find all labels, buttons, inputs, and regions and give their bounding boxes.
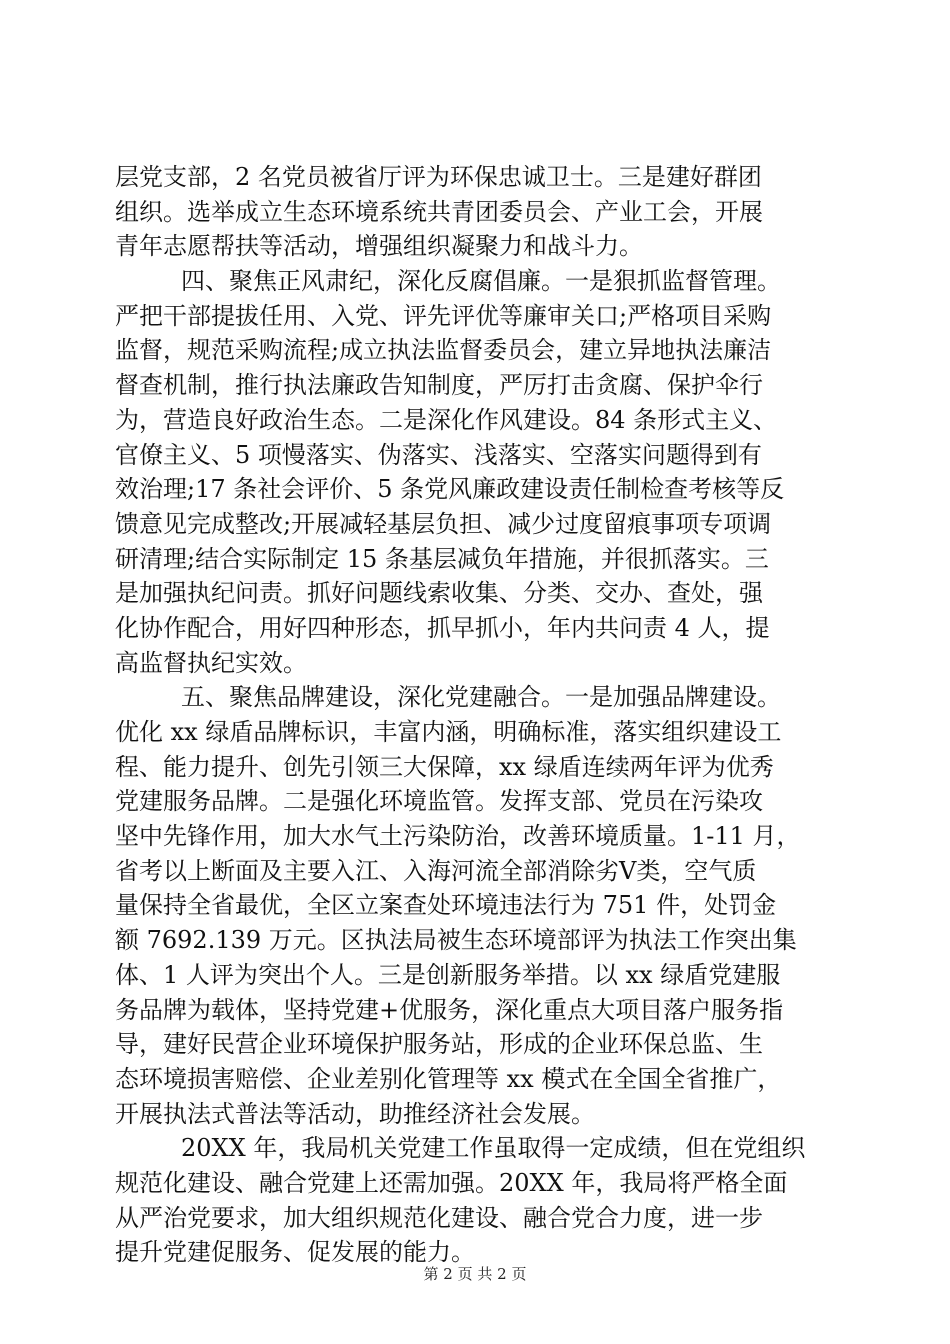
text-line: 程、能力提升、创先引领三大保障，xx 绿盾连续两年评为优秀 xyxy=(115,752,774,781)
text-line: 从严治党要求，加大组织规范化建设、融合党合力度，进一步 xyxy=(115,1203,763,1232)
text-line: 效治理;17 条社会评价、5 条党风廉政建设责任制检查考核等反 xyxy=(115,475,785,504)
text-line: 开展执法式普法等活动，助推经济社会发展。 xyxy=(115,1099,595,1128)
text-line: 研清理;结合实际制定 15 条基层减负年措施，并很抓落实。三 xyxy=(115,544,769,573)
text-line: 额 7692.139 万元。区执法局被生态环境部评为执法工作突出集 xyxy=(115,926,797,955)
text-line: 态环境损害赔偿、企业差别化管理等 xx 模式在全国全省推广， xyxy=(115,1064,782,1093)
text-line: 是加强执纪问责。抓好问题线索收集、分类、交办、查处，强 xyxy=(115,579,763,608)
text-line: 馈意见完成整改;开展减轻基层负担、减少过度留痕事项专项调 xyxy=(115,509,772,538)
text-line: 严把干部提拔任用、入党、评先评优等廉审关口;严格项目采购 xyxy=(115,301,772,330)
text-line: 党建服务品牌。二是强化环境监管。发挥支部、党员在污染攻 xyxy=(115,787,763,816)
text-line: 量保持全省最优，全区立案查处环境违法行为 751 件，处罚金 xyxy=(115,891,777,920)
text-line: 官僚主义、5 项慢落实、伪落实、浅落实、空落实问题得到有 xyxy=(115,440,762,469)
text-line: 青年志愿帮扶等活动，增强组织凝聚力和战斗力。 xyxy=(115,232,643,261)
text-line: 组织。选举成立生态环境系统共青团委员会、产业工会，开展 xyxy=(115,197,763,226)
text-line: 化协作配合，用好四种形态，抓早抓小，年内共问责 4 人，提 xyxy=(115,613,770,642)
text-line: 提升党建促服务、促发展的能力。 xyxy=(115,1238,475,1267)
text-line: 导，建好民营企业环境保护服务站，形成的企业环保总监、生 xyxy=(115,1030,763,1059)
paragraph-first-line: 四、聚焦正风肃纪，深化反腐倡廉。一是狠抓监督管理。 xyxy=(181,267,781,296)
text-line: 高监督执纪实效。 xyxy=(115,648,307,677)
text-line: 务品牌为载体，坚持党建+优服务，深化重点大项目落户服务指 xyxy=(115,995,784,1024)
text-line: 为，营造良好政治生态。二是深化作风建设。84 条形式主义、 xyxy=(115,405,778,434)
text-line: 坚中先锋作用，加大水气土污染防治，改善环境质量。1-11 月， xyxy=(115,822,801,851)
text-line: 优化 xx 绿盾品牌标识，丰富内涵，明确标准，落实组织建设工 xyxy=(115,718,782,746)
paragraph-first-line: 20XX 年，我局机关党建工作虽取得一定成绩，但在党组织 xyxy=(181,1134,806,1163)
text-line: 督查机制，推行执法廉政告知制度，严厉打击贪腐、保护伞行 xyxy=(115,371,763,400)
text-line: 监督，规范采购流程;成立执法监督委员会，建立异地执法廉洁 xyxy=(115,336,772,365)
text-line: 省考以上断面及主要入江、入海河流全部消除劣Ⅴ类，空气质 xyxy=(115,856,757,885)
text-line: 规范化建设、融合党建上还需加强。20XX 年，我局将严格全面 xyxy=(115,1168,788,1197)
document-body xyxy=(115,160,843,1270)
paragraph-first-line: 五、聚焦品牌建设，深化党建融合。一是加强品牌建设。 xyxy=(181,683,781,712)
page-footer: 第 2 页 共 2 页 xyxy=(423,1265,527,1283)
text-line: 体、1 人评为突出个人。三是创新服务举措。以 xx 绿盾党建服 xyxy=(115,960,781,989)
text-line: 层党支部，2 名党员被省厅评为环保忠诚卫士。三是建好群团 xyxy=(115,163,762,191)
